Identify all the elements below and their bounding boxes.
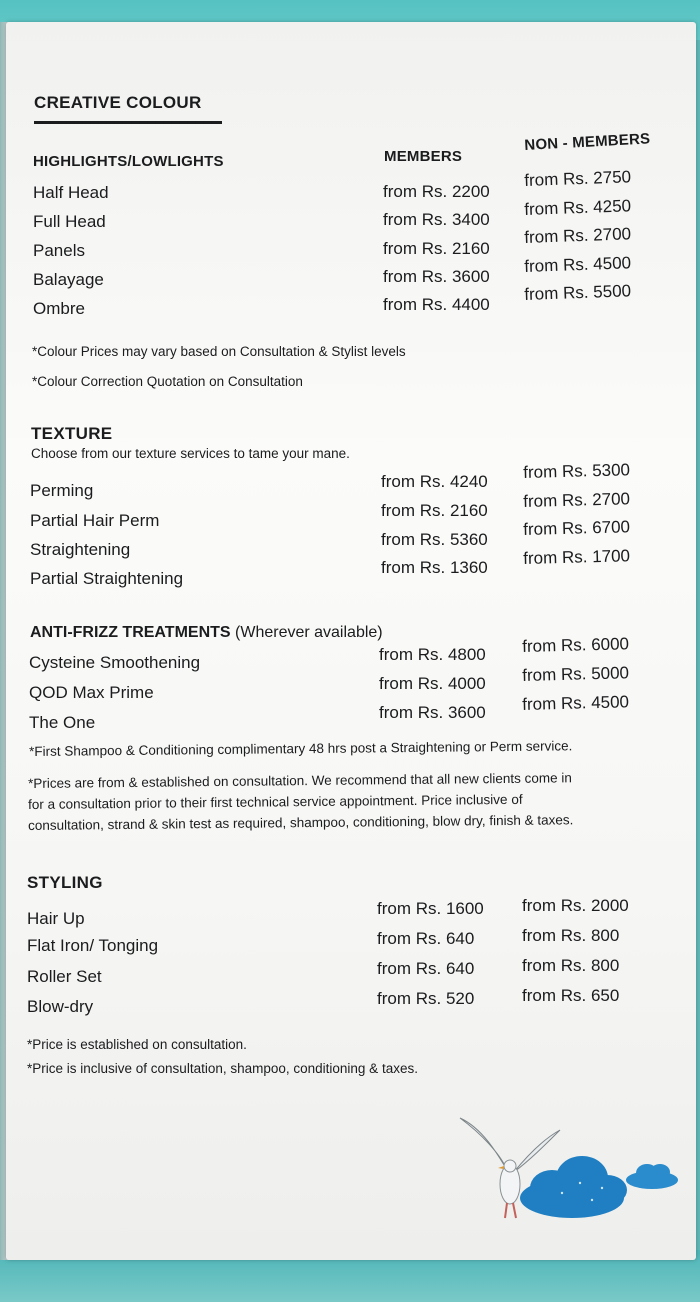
service-name: Hair Up bbox=[27, 909, 85, 928]
non-members-price: from Rs. 6700 bbox=[523, 517, 631, 539]
non-members-price: from Rs. 5500 bbox=[524, 281, 632, 304]
members-price: from Rs. 4240 bbox=[381, 472, 488, 491]
service-name: QOD Max Prime bbox=[29, 683, 154, 702]
service-name: The One bbox=[29, 713, 96, 732]
footnote: *Prices are from & established on consultation. We recommend that all new clients come in bbox=[28, 770, 572, 791]
members-price: from Rs. 2160 bbox=[383, 239, 490, 258]
non-members-price: from Rs. 800 bbox=[522, 926, 620, 945]
members-price: from Rs. 1600 bbox=[377, 899, 484, 918]
members-price: from Rs. 1360 bbox=[381, 558, 488, 577]
non-members-price: from Rs. 2700 bbox=[523, 489, 631, 511]
members-price: from Rs. 4400 bbox=[383, 295, 490, 314]
service-name: Panels bbox=[33, 241, 85, 260]
section-title-anti-frizz bbox=[30, 624, 383, 642]
seagull-and-clouds-icon bbox=[452, 1108, 692, 1228]
section-label-highlights: HIGHLIGHTS/LOWLIGHTS bbox=[33, 153, 224, 170]
cloud-icon bbox=[520, 1156, 627, 1218]
service-name: Straightening bbox=[30, 540, 131, 559]
footnote: *First Shampoo & Conditioning complimentary 48 hrs post a Straightening or Perm service. bbox=[29, 738, 573, 759]
members-price: from Rs. 2200 bbox=[383, 182, 490, 201]
members-price: from Rs. 640 bbox=[377, 959, 475, 978]
service-name: Full Head bbox=[33, 212, 106, 231]
service-name: Perming bbox=[30, 481, 94, 500]
members-price: from Rs. 3400 bbox=[383, 210, 490, 229]
non-members-price: from Rs. 4250 bbox=[524, 196, 632, 219]
service-name: Half Head bbox=[33, 183, 109, 202]
title-underline bbox=[34, 121, 222, 124]
section-title-texture: TEXTURE bbox=[31, 424, 113, 443]
members-price: from Rs. 520 bbox=[377, 989, 475, 1008]
footnote: consultation, strand & skin test as required, shampoo, conditioning, blow dry, finish & taxes. bbox=[28, 812, 574, 833]
non-members-price: from Rs. 5000 bbox=[522, 663, 630, 685]
service-name: Ombre bbox=[33, 299, 85, 318]
non-members-price: from Rs. 5300 bbox=[523, 460, 631, 482]
anti-frizz-qualifier: (Wherever available) bbox=[230, 624, 383, 641]
members-price: from Rs. 3600 bbox=[379, 703, 486, 722]
footnote: for a consultation prior to their first technical service appointment. Price inclusive of bbox=[28, 791, 523, 812]
non-members-price: from Rs. 1700 bbox=[523, 546, 631, 568]
service-name: Cysteine Smoothening bbox=[29, 653, 201, 672]
service-name: Balayage bbox=[33, 270, 104, 289]
footnote: *Price is inclusive of consultation, shampoo, conditioning & taxes. bbox=[27, 1061, 418, 1076]
footnote: *Price is established on consultation. bbox=[27, 1037, 247, 1052]
non-members-price: from Rs. 800 bbox=[522, 956, 620, 975]
service-name: Partial Straightening bbox=[30, 569, 184, 588]
section-title-styling: STYLING bbox=[27, 873, 103, 892]
members-price: from Rs. 5360 bbox=[381, 530, 488, 549]
footnote: *Colour Correction Quotation on Consultation bbox=[32, 374, 303, 389]
non-members-price: from Rs. 2000 bbox=[522, 896, 629, 915]
members-price: from Rs. 640 bbox=[377, 929, 475, 948]
non-members-price: from Rs. 2700 bbox=[524, 224, 632, 247]
small-cloud-icon bbox=[626, 1164, 678, 1189]
non-members-price: from Rs. 4500 bbox=[522, 692, 630, 714]
service-name: Blow-dry bbox=[27, 997, 94, 1016]
members-price: from Rs. 4000 bbox=[379, 674, 486, 693]
anti-frizz-title: ANTI-FRIZZ TREATMENTS bbox=[30, 624, 231, 641]
non-members-price: from Rs. 6000 bbox=[522, 634, 630, 656]
section-subtitle: Choose from our texture services to tame your mane. bbox=[31, 446, 350, 461]
column-header-non-members: NON - MEMBERS bbox=[524, 130, 651, 154]
footnote: *Colour Prices may vary based on Consultation & Stylist levels bbox=[32, 344, 406, 359]
service-name: Partial Hair Perm bbox=[30, 511, 160, 530]
column-header-members: MEMBERS bbox=[384, 148, 463, 165]
members-price: from Rs. 2160 bbox=[381, 501, 488, 520]
service-name: Roller Set bbox=[27, 967, 102, 986]
members-price: from Rs. 3600 bbox=[383, 267, 490, 286]
non-members-price: from Rs. 4500 bbox=[524, 253, 632, 276]
service-name: Flat Iron/ Tonging bbox=[27, 936, 159, 955]
section-title-creative-colour: CREATIVE COLOUR bbox=[34, 93, 202, 112]
non-members-price: from Rs. 650 bbox=[522, 986, 620, 1005]
members-price: from Rs. 4800 bbox=[379, 645, 486, 664]
non-members-price: from Rs. 2750 bbox=[524, 167, 632, 190]
